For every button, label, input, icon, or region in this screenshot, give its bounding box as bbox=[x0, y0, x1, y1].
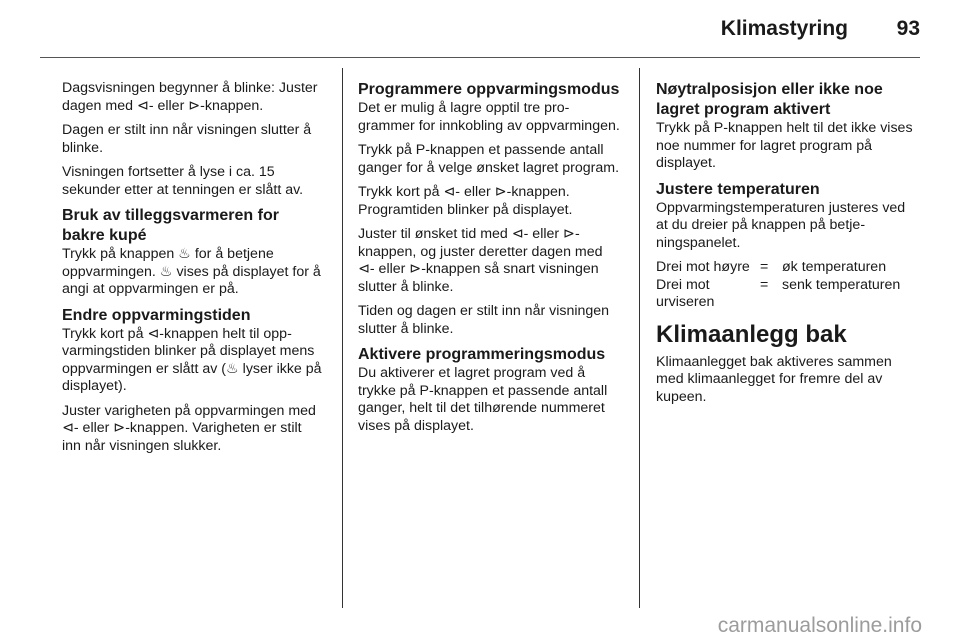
header-rule bbox=[40, 57, 920, 58]
paragraph: Trykk på P-knappen helt til det ikke vises noe nummer for lagret program på displayet. bbox=[656, 120, 913, 171]
column-divider-2 bbox=[639, 68, 640, 608]
table-cell-result: øk temperaturen bbox=[782, 259, 887, 275]
table-cell-action: Drei mot urviseren bbox=[656, 276, 715, 310]
paragraph: Klimaanlegget bak aktiveres sammen med klimaanlegget for fremre del av kupeen. bbox=[656, 353, 892, 405]
table-cell-result: senk temperaturen bbox=[782, 276, 901, 293]
column-divider-1 bbox=[342, 68, 343, 608]
paragraph: Det er mulig å lagre opptil tre programmer for innkobling av oppvarmingen. bbox=[358, 100, 620, 134]
page-header bbox=[0, 0, 960, 60]
column-2 bbox=[358, 80, 620, 442]
paragraph: Tiden og dagen er stilt inn når visningen slutter å blinke. bbox=[358, 303, 610, 337]
watermark: carmanualsonline.info bbox=[717, 614, 922, 637]
table-cell-equals: = bbox=[760, 259, 769, 275]
section-heading: Programmere oppvarmingsmodus bbox=[358, 81, 620, 98]
section-heading: Bruk av tilleggsvarmeren for bakre kupé bbox=[62, 207, 279, 244]
paragraph: Trykk kort på ⊲-knappen helt til oppvarmingstiden blinker på displayet mens oppvarmingen er slått av (♨ lyser ikke på displayet). bbox=[62, 325, 322, 394]
paragraph: Juster varigheten på oppvarmingen med ⊲- eller ⊳-knappen. Varigheten er stilt inn når visningen slukker. bbox=[62, 402, 316, 454]
paragraph: Trykk kort på ⊲- eller ⊳-knappen. Programtiden blinker på displayet. bbox=[358, 184, 573, 218]
chapter-heading: Klimaanlegg bak bbox=[656, 320, 847, 348]
section-heading: Justere temperaturen bbox=[656, 180, 820, 198]
column-1 bbox=[62, 80, 324, 462]
section-heading: Endre oppvarmingstiden bbox=[62, 306, 251, 324]
page-title: Klimastyring bbox=[720, 17, 848, 40]
paragraph: Trykk på P-knappen et passende antall ganger for å velge ønsket lagret program. bbox=[358, 142, 620, 176]
paragraph: Trykk på knappen ♨ for å betjene oppvarmingen. ♨ vises på displayet for å angi at oppvarmingen er på. bbox=[62, 246, 321, 297]
paragraph: Dagsvisningen begynner å blinke: Juster dagen med ⊲- eller ⊳-knappen. bbox=[62, 80, 318, 114]
paragraph: Du aktiverer et lagret program ved å trykke på P-knappen et passende antall ganger, helt til det tilhørende nummeret vises på displayet. bbox=[358, 365, 608, 434]
table-cell-action: Drei mot høyre bbox=[656, 259, 750, 275]
column-3 bbox=[656, 80, 920, 413]
page-number: 93 bbox=[896, 17, 920, 40]
temperature-table bbox=[656, 259, 920, 312]
table-cell-equals: = bbox=[760, 276, 769, 293]
paragraph: Oppvarmingstemperaturen justeres ved at du dreier på knappen på betjeningspanelet. bbox=[656, 199, 906, 251]
paragraph: Dagen er stilt inn når visningen slutter å blinke. bbox=[62, 122, 312, 156]
paragraph: Juster til ønsket tid med ⊲- eller ⊳-knappen, og juster deretter dagen med ⊲- eller ⊳-knappen så snart visningen slutter å blinke. bbox=[358, 226, 603, 295]
paragraph: Visningen fortsetter å lyse i ca. 15 sekunder etter at tenningen er slått av. bbox=[62, 164, 304, 198]
section-heading: Aktivere programmeringsmodus bbox=[358, 346, 606, 363]
section-heading: Nøytralposisjon eller ikke noe lagret program aktivert bbox=[656, 81, 883, 118]
